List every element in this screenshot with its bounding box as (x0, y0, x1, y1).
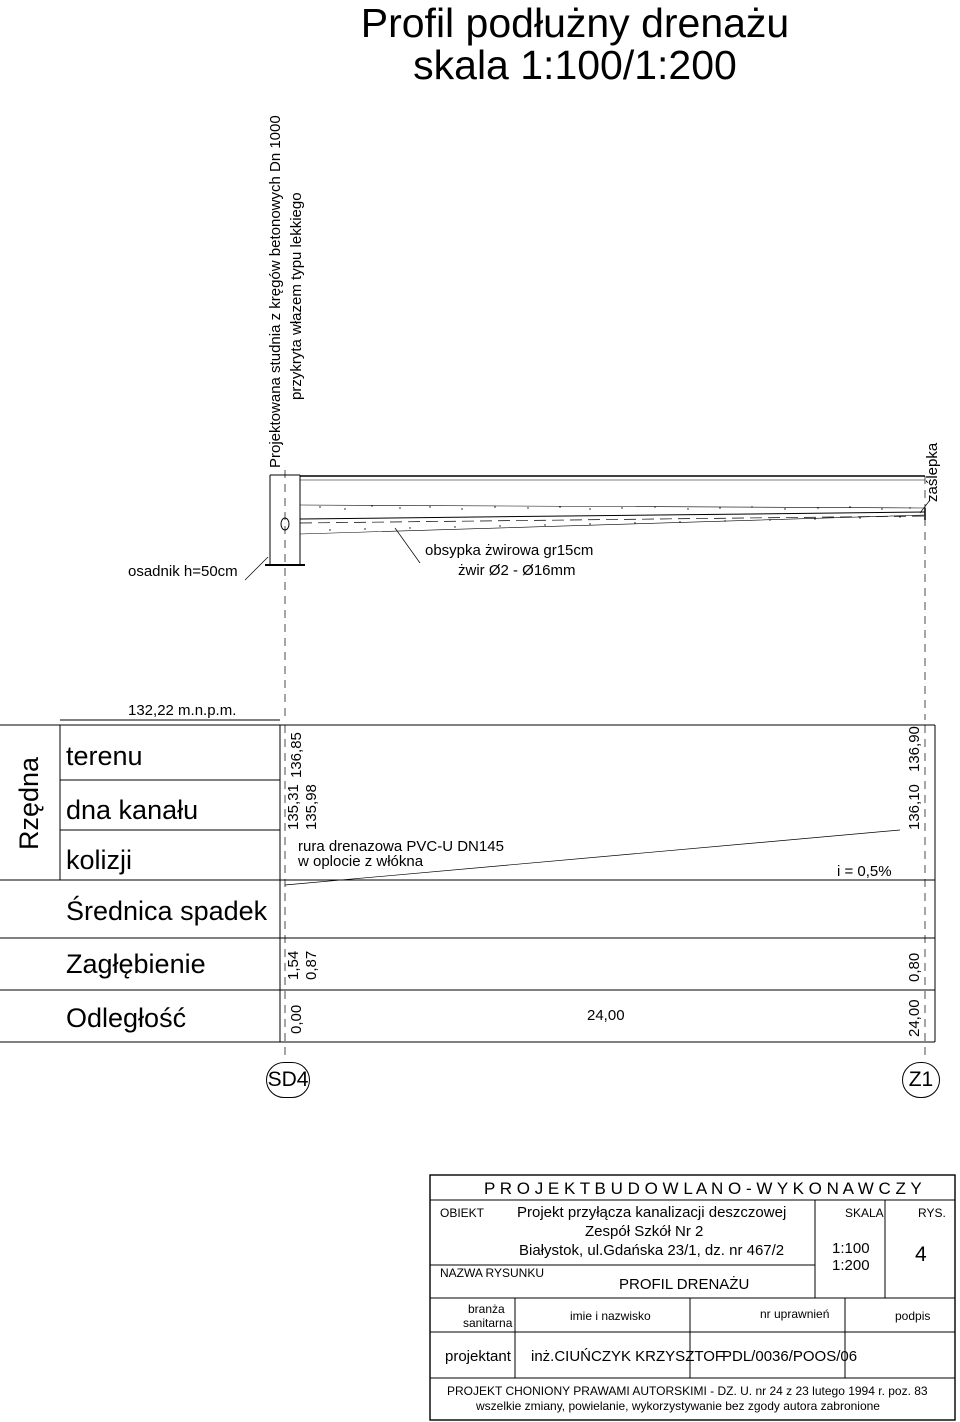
scale-value-1: 1:100 (832, 1240, 870, 1257)
start-bottom-b: 135,98 (303, 784, 320, 830)
drawing-name-label: NAZWA RYSUNKU (440, 1266, 545, 1280)
scale-value-2: 1:200 (832, 1257, 870, 1274)
object-line1: Projekt przyłącza kanalizacji deszczowej (517, 1204, 787, 1221)
title-block-header: P R O J E K T B U D O W L A N O - W Y K O N A W C Z Y (484, 1179, 922, 1198)
plug-label: zaślepka (924, 442, 941, 502)
start-depth-a: 1,54 (285, 950, 302, 980)
start-bottom-a: 135,31 (285, 784, 302, 830)
designer-name: inż.CIUŃCZYK KRZYSZTOF (531, 1348, 725, 1365)
row-label-channel-bottom: dna kanału (66, 795, 199, 825)
segment-length: 24,00 (587, 1007, 625, 1024)
end-depth: 0,80 (906, 952, 923, 982)
designer-license: PDL/0036/POOS/06 (722, 1348, 858, 1365)
row-label-diameter-slope: Średnica spadek (66, 896, 268, 926)
drawing-number-label: RYS. (918, 1206, 946, 1220)
object-line2: Zespół Szkół Nr 2 (585, 1223, 704, 1240)
node-end: Z1 (902, 1062, 940, 1098)
start-distance: 0,00 (288, 1004, 305, 1034)
pipe-label-line1: rura drenazowa PVC-U DN145 (298, 838, 504, 855)
signature-column-header: podpis (895, 1309, 931, 1323)
branch-line1: branża (468, 1302, 505, 1316)
start-depth-b: 0,87 (303, 950, 320, 980)
table-side-label: Rzędna (14, 756, 44, 850)
drawing-number: 4 (915, 1243, 927, 1266)
gravel-label-line2: żwir Ø2 - Ø16mm (458, 562, 576, 579)
end-bottom: 136,10 (906, 784, 923, 830)
well-label-line1: Projektowana studnia z kręgów betonowych Dn 1000 (267, 115, 284, 468)
slope-label: i = 0,5% (837, 863, 892, 880)
object-label: OBIEKT (440, 1206, 485, 1220)
name-column-header: imie i nazwisko (570, 1309, 651, 1323)
scale-label: SKALA (845, 1206, 884, 1220)
end-terrain: 136,90 (906, 726, 923, 772)
datum-label: 132,22 m.n.p.m. (128, 702, 237, 719)
copyright-line1: PROJEKT CHONIONY PRAWAMI AUTORSKIMI - DZ. U. nr 24 z 23 lutego 1994 r. poz. 83 (447, 1384, 928, 1398)
row-label-collisions: kolizji (66, 845, 133, 875)
start-terrain: 136,85 (288, 732, 305, 778)
row-label-depth: Zagłębienie (66, 949, 206, 979)
pipe-label-line2: w oplocie z włókna (298, 853, 424, 870)
role-label: projektant (445, 1348, 511, 1365)
end-distance: 24,00 (906, 999, 923, 1037)
drawing-scale: skala 1:100/1:200 (413, 42, 737, 88)
row-label-distance: Odległość (66, 1003, 187, 1033)
license-column-header: nr uprawnień (760, 1307, 830, 1321)
drawing-name: PROFIL DRENAŻU (619, 1276, 750, 1293)
gravel-label-line1: obsypka żwirowa gr15cm (425, 542, 594, 559)
branch-line2: sanitarna (463, 1316, 513, 1330)
node-start: SD4 (266, 1062, 310, 1098)
drawing-title: Profil podłużny drenażu (360, 0, 790, 46)
settler-label: osadnik h=50cm (128, 563, 238, 580)
row-label-terrain: terenu (66, 741, 143, 771)
copyright-line2: wszelkie zmiany, powielanie, wykorzystywanie bez zgody autora zabronione (476, 1399, 880, 1413)
object-line3: Białystok, ul.Gdańska 23/1, dz. nr 467/2 (519, 1242, 785, 1259)
well-label-line2: przykryta włazem typu lekkiego (288, 192, 305, 400)
